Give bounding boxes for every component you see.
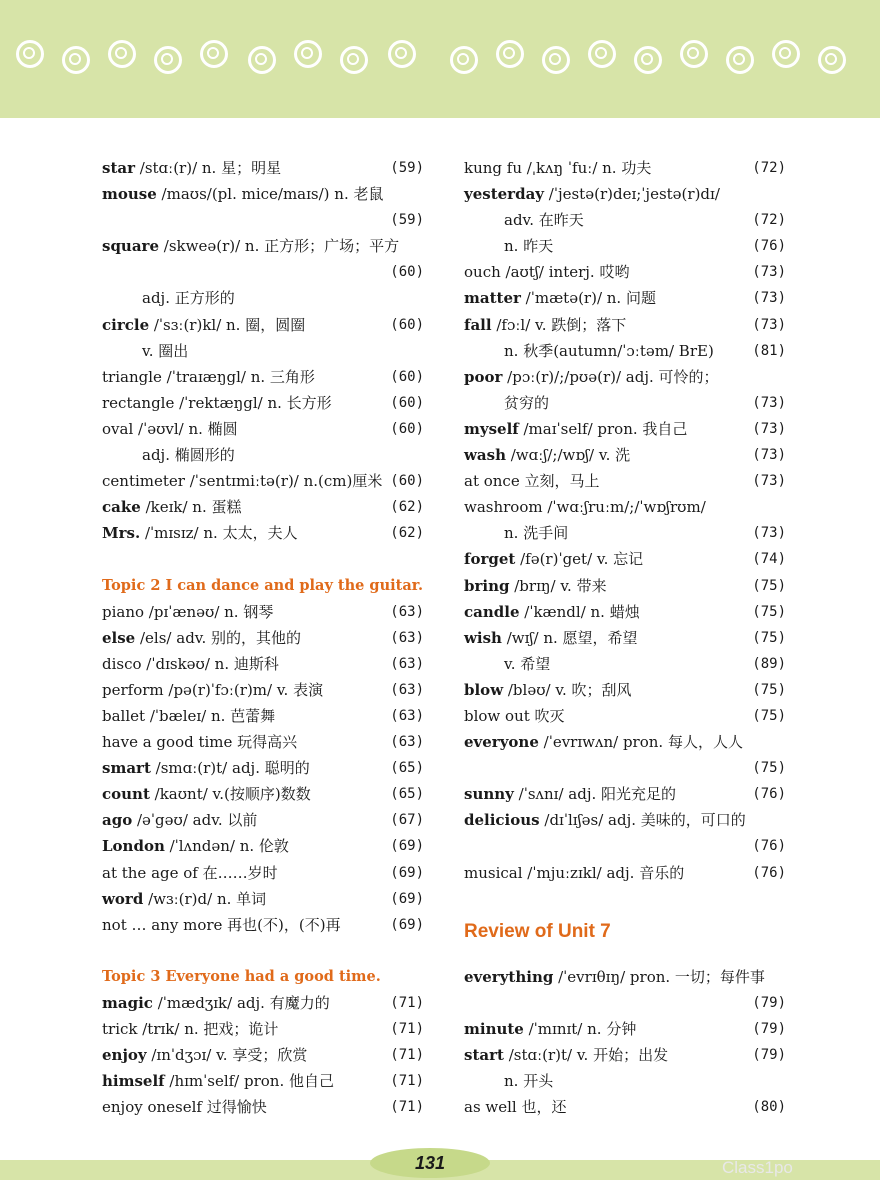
glossary-entry xyxy=(102,1068,424,1094)
headword: word xyxy=(102,889,144,908)
glossary-entry xyxy=(464,1094,786,1120)
definition-text: /əˈgəʊ/ adv. 以前 xyxy=(132,811,258,830)
topic-heading: Topic 2 I can dance and play the guitar. xyxy=(102,576,424,594)
glossary-entry xyxy=(102,494,424,520)
page-reference: (63) xyxy=(390,655,424,672)
glossary-entry xyxy=(464,259,786,285)
glossary-right-column xyxy=(464,155,786,1120)
definition-text: /ˈmɪnɪt/ n. 分钟 xyxy=(523,1019,637,1038)
glossary-entry xyxy=(102,807,424,833)
page-reference: (73) xyxy=(752,316,786,333)
glossary-entry xyxy=(102,390,424,416)
ring-ornament-icon xyxy=(680,40,708,68)
definition-text: as well 也，还 xyxy=(464,1098,567,1117)
glossary-entry xyxy=(464,233,786,259)
definition-text: not … any more 再也(不)，(不)再 xyxy=(102,915,341,934)
definition-text: /brɪŋ/ v. 带来 xyxy=(509,576,607,595)
ring-ornament-icon xyxy=(340,46,368,74)
headword: yesterday xyxy=(464,185,545,204)
glossary-entry xyxy=(464,312,786,338)
headword: delicious xyxy=(464,811,540,830)
definition-text: at once 立刻，马上 xyxy=(464,472,600,491)
glossary-entry xyxy=(102,312,424,338)
definition-text: v. 希望 xyxy=(504,654,551,673)
glossary-entry xyxy=(464,494,786,520)
glossary-entry xyxy=(102,990,424,1016)
page-reference: (71) xyxy=(390,1073,424,1090)
headword: count xyxy=(102,785,150,804)
definition-text: /stɑː(r)t/ v. 开始；出发 xyxy=(503,1046,669,1064)
page-reference: (81) xyxy=(752,342,786,359)
page-reference: (59) xyxy=(390,212,424,229)
headword: everyone xyxy=(464,733,539,752)
ring-ornament-icon xyxy=(108,40,136,68)
ring-ornament-icon xyxy=(248,46,276,74)
headword: ago xyxy=(102,811,133,830)
headword: mouse xyxy=(102,185,157,204)
page-reference: (71) xyxy=(390,1047,424,1064)
glossary-entry xyxy=(464,625,786,651)
headword: start xyxy=(464,1046,504,1064)
definition-text: /ˈmætə(r)/ n. 问题 xyxy=(520,289,656,308)
page-reference: (65) xyxy=(390,786,424,803)
page-reference: (79) xyxy=(752,994,786,1011)
glossary-entry xyxy=(102,416,424,442)
definition-text: adj. 椭圆形的 xyxy=(142,446,235,465)
glossary-entry xyxy=(102,259,424,285)
watermark: Class1po xyxy=(722,1158,793,1177)
page-reference: (69) xyxy=(390,864,424,881)
glossary-entry xyxy=(102,233,424,259)
definition-text: rectangle /ˈrektæŋgl/ n. 长方形 xyxy=(102,393,332,412)
definition-text: /ˈevrɪθɪŋ/ pron. 一切；每件事 xyxy=(553,967,765,986)
decorative-header-band xyxy=(0,0,880,118)
glossary-entry xyxy=(464,651,786,677)
headword: forget xyxy=(464,550,516,569)
page-reference: (75) xyxy=(752,760,786,777)
ring-ornament-icon xyxy=(588,40,616,68)
definition-text: /maʊs/(pl. mice/maɪs/) n. 老鼠 xyxy=(156,185,384,204)
headword: blow xyxy=(464,680,504,699)
definition-text: /ˈevrɪwʌn/ pron. 每人，人人 xyxy=(538,733,743,752)
glossary-entry xyxy=(102,886,424,912)
glossary-entry xyxy=(464,520,786,546)
page-reference: (63) xyxy=(390,734,424,751)
definition-text: trick /trɪk/ n. 把戏；诡计 xyxy=(102,1020,279,1039)
definition-text: washroom /ˈwɑːʃruːm/;/ˈwɒʃrʊm/ xyxy=(464,498,706,517)
ring-ornament-icon xyxy=(62,46,90,74)
definition-text: ouch /aʊtʃ/ interj. 哎哟 xyxy=(464,263,630,282)
glossary-entry xyxy=(464,468,786,494)
definition-text: perform /pə(r)ˈfɔː(r)m/ v. 表演 xyxy=(102,680,324,699)
page-reference: (73) xyxy=(752,420,786,437)
glossary-entry xyxy=(102,285,424,311)
glossary-entry xyxy=(464,155,786,181)
ring-ornament-icon xyxy=(634,46,662,74)
glossary-entry xyxy=(102,625,424,651)
definition-text: /ɪnˈdʒɔɪ/ v. 享受；欣赏 xyxy=(146,1046,308,1065)
glossary-entry xyxy=(102,651,424,677)
headword: else xyxy=(102,628,136,647)
definition-text: /ˈsɜː(r)kl/ n. 圈，圆圈 xyxy=(149,315,306,334)
definition-text: /keɪk/ n. 蛋糕 xyxy=(140,498,242,517)
definition-text: /wɪʃ/ n. 愿望，希望 xyxy=(501,628,638,647)
page-reference: (69) xyxy=(390,916,424,933)
page-reference: (62) xyxy=(390,525,424,542)
glossary-entry xyxy=(102,207,424,233)
page-reference: (63) xyxy=(390,707,424,724)
page-reference: (76) xyxy=(752,838,786,855)
definition-text: oval /ˈəʊvl/ n. 椭圆 xyxy=(102,419,238,438)
definition-text: at the age of 在……岁时 xyxy=(102,863,278,882)
page-reference: (75) xyxy=(752,681,786,698)
definition-text: musical /ˈmjuːzɪkl/ adj. 音乐的 xyxy=(464,863,685,882)
definition-text: /ˈlʌndən/ n. 伦敦 xyxy=(164,837,289,856)
page-reference: (76) xyxy=(752,786,786,803)
glossary-entry xyxy=(102,1042,424,1068)
page-reference: (71) xyxy=(390,1021,424,1038)
glossary-entry xyxy=(464,285,786,311)
glossary-entry xyxy=(102,1016,424,1042)
glossary-entry xyxy=(464,703,786,729)
glossary-entry xyxy=(102,703,424,729)
glossary-entry xyxy=(102,468,424,494)
glossary-entry xyxy=(102,677,424,703)
ring-ornament-icon xyxy=(388,40,416,68)
page-reference: (80) xyxy=(752,1099,786,1116)
glossary-entry xyxy=(102,338,424,364)
page-reference: (75) xyxy=(752,603,786,620)
page-reference: (71) xyxy=(390,995,424,1011)
glossary-entry xyxy=(102,1094,424,1120)
glossary-entry xyxy=(464,390,786,416)
glossary-entry xyxy=(102,860,424,886)
page-reference: (71) xyxy=(390,1099,424,1116)
definition-text: /els/ adv. 别的，其他的 xyxy=(135,628,302,647)
headword: square xyxy=(102,237,160,256)
ring-ornament-icon xyxy=(154,46,182,74)
glossary-entry xyxy=(464,833,786,859)
page-reference: (79) xyxy=(752,1020,786,1037)
glossary-entry xyxy=(102,442,424,468)
page-reference: (63) xyxy=(390,681,424,698)
definition-text: disco /ˈdɪskəʊ/ n. 迪斯科 xyxy=(102,654,279,673)
definition-text: /maɪˈself/ pron. 我自己 xyxy=(518,419,688,438)
headword: minute xyxy=(464,1019,524,1038)
page-reference: (62) xyxy=(390,499,424,516)
glossary-entry xyxy=(464,860,786,886)
glossary-left-column xyxy=(102,155,424,1120)
definition-text: /pɔː(r)/;/pʊə(r)/ adj. 可怜的； xyxy=(502,367,719,386)
page-reference: (69) xyxy=(390,890,424,907)
glossary-entry xyxy=(464,1068,786,1094)
headword: enjoy xyxy=(102,1046,147,1065)
definition-text: /bləʊ/ v. 吹；刮风 xyxy=(503,680,632,699)
page-reference: (75) xyxy=(752,707,786,724)
review-heading: Review of Unit 7 xyxy=(464,920,611,942)
page-reference: (63) xyxy=(390,603,424,620)
headword: poor xyxy=(464,367,503,386)
definition-text: piano /pɪˈænəʊ/ n. 钢琴 xyxy=(102,602,274,621)
glossary-entry xyxy=(102,729,424,755)
headword: star xyxy=(102,159,135,177)
glossary-entry xyxy=(102,912,424,938)
headword: wash xyxy=(464,446,506,465)
headword: myself xyxy=(464,419,519,438)
definition-text: /fɔːl/ v. 跌倒；落下 xyxy=(491,315,627,334)
page-reference: (72) xyxy=(752,160,786,176)
glossary-entry xyxy=(102,833,424,859)
headword: circle xyxy=(102,315,150,334)
ring-ornament-icon xyxy=(200,40,228,68)
section-gap xyxy=(464,886,786,912)
glossary-entry xyxy=(464,729,786,755)
page-reference: (59) xyxy=(390,160,424,176)
glossary-entry xyxy=(464,599,786,625)
glossary-entry xyxy=(102,781,424,807)
ring-ornament-icon xyxy=(496,40,524,68)
page-reference: (76) xyxy=(752,238,786,255)
definition-text: triangle /ˈtraɪæŋgl/ n. 三角形 xyxy=(102,367,315,386)
glossary-entry xyxy=(464,181,786,207)
ring-ornament-icon xyxy=(772,40,800,68)
definition-text: /fə(r)ˈget/ v. 忘记 xyxy=(515,550,644,569)
glossary-entry xyxy=(464,546,786,572)
headword: fall xyxy=(464,315,492,334)
definition-text: n. 开头 xyxy=(504,1072,554,1091)
page-reference: (73) xyxy=(752,290,786,307)
page-reference: (79) xyxy=(752,1047,786,1063)
glossary-entry xyxy=(464,990,786,1016)
headword: everything xyxy=(464,967,554,986)
glossary-entry xyxy=(102,755,424,781)
headword: cake xyxy=(102,498,141,517)
definition-text: enjoy oneself 过得愉快 xyxy=(102,1098,267,1117)
definition-text: /kaʊnt/ v.(按顺序)数数 xyxy=(149,785,311,804)
page-reference: (89) xyxy=(752,655,786,672)
definition-text: blow out 吹灭 xyxy=(464,706,565,725)
ring-ornament-icon xyxy=(16,40,44,68)
definition-text: /smɑː(r)t/ adj. 聪明的 xyxy=(150,759,310,778)
page-reference: (60) xyxy=(390,420,424,437)
ring-ornament-icon xyxy=(294,40,322,68)
glossary-entry xyxy=(464,364,786,390)
definition-text: n. 昨天 xyxy=(504,237,554,256)
page-reference: (60) xyxy=(390,394,424,411)
definition-text: /skweə(r)/ n. 正方形；广场；平方 xyxy=(159,237,400,256)
headword: smart xyxy=(102,759,151,778)
page-reference: (69) xyxy=(390,838,424,855)
headword: Mrs. xyxy=(102,524,141,543)
glossary-entry xyxy=(464,755,786,781)
section-gap xyxy=(102,546,424,572)
page-reference: (76) xyxy=(752,864,786,881)
page-reference: (75) xyxy=(752,629,786,646)
glossary-entry xyxy=(102,520,424,546)
glossary-entry xyxy=(464,964,786,990)
page-reference: (60) xyxy=(390,316,424,333)
definition-text: have a good time 玩得高兴 xyxy=(102,733,298,752)
section-gap xyxy=(102,938,424,964)
page-reference: (74) xyxy=(752,551,786,568)
glossary-entry xyxy=(464,677,786,703)
glossary-entry xyxy=(464,781,786,807)
ring-ornament-icon xyxy=(818,46,846,74)
page-reference: (73) xyxy=(752,394,786,411)
definition-text: /hɪmˈself/ pron. 他自己 xyxy=(164,1072,334,1091)
glossary-entry xyxy=(102,181,424,207)
page-reference: (60) xyxy=(390,473,424,490)
page-reference: (60) xyxy=(390,368,424,385)
definition-text: /ˈmædʒɪk/ adj. 有魔力的 xyxy=(152,994,330,1012)
glossary-entry xyxy=(102,599,424,625)
page-number: 131 xyxy=(414,1153,446,1173)
definition-text: ballet /ˈbæleɪ/ n. 芭蕾舞 xyxy=(102,706,276,725)
headword: matter xyxy=(464,289,521,308)
headword: magic xyxy=(102,994,153,1012)
definition-text: /ˈkændl/ n. 蜡烛 xyxy=(519,602,640,621)
glossary-entry xyxy=(464,573,786,599)
definition-text: /dɪˈlɪʃəs/ adj. 美味的，可口的 xyxy=(539,811,746,830)
definition-text: /wɜː(r)d/ n. 单词 xyxy=(143,889,267,908)
definition-text: /ˈmɪsɪz/ n. 太太，夫人 xyxy=(140,524,298,543)
headword: candle xyxy=(464,602,520,621)
glossary-entry xyxy=(464,442,786,468)
page-reference: (75) xyxy=(752,577,786,594)
definition-text: /stɑː(r)/ n. 星；明星 xyxy=(135,159,282,177)
page-reference: (73) xyxy=(752,447,786,464)
definition-text: /ˈsʌnɪ/ adj. 阳光充足的 xyxy=(513,785,677,804)
definition-text: 贫穷的 xyxy=(504,393,550,412)
glossary-entry xyxy=(102,155,424,181)
definition-text: adj. 正方形的 xyxy=(142,289,235,308)
topic-heading: Topic 3 Everyone had a good time. xyxy=(102,967,381,985)
page-reference: (73) xyxy=(752,525,786,542)
headword: sunny xyxy=(464,785,514,804)
glossary-entry xyxy=(464,338,786,364)
definition-text: /ˈjestə(r)deɪ;ˈjestə(r)dɪ/ xyxy=(544,185,720,204)
headword: bring xyxy=(464,576,510,595)
page-reference: (63) xyxy=(390,629,424,646)
headword: wish xyxy=(464,628,502,647)
definition-text: n. 洗手间 xyxy=(504,524,569,543)
ring-ornament-icon xyxy=(450,46,478,74)
glossary-entry xyxy=(464,416,786,442)
page-reference: (72) xyxy=(752,212,786,229)
definition-text: /wɑːʃ/;/wɒʃ/ v. 洗 xyxy=(505,446,631,465)
definition-text: adv. 在昨天 xyxy=(504,211,584,230)
headword: himself xyxy=(102,1072,165,1091)
definition-text: centimeter /ˈsentɪmiːtə(r)/ n.(cm)厘米 xyxy=(102,472,383,491)
ring-ornament-icon xyxy=(542,46,570,74)
ring-ornament-icon xyxy=(726,46,754,74)
headword: London xyxy=(102,837,165,856)
page-reference: (67) xyxy=(390,812,424,829)
glossary-entry xyxy=(464,1016,786,1042)
definition-text: n. 秋季(autumn/ˈɔːtəm/ BrE) xyxy=(504,341,714,360)
page-reference: (73) xyxy=(752,264,786,281)
glossary-entry xyxy=(464,207,786,233)
glossary-entry xyxy=(464,1042,786,1068)
page-reference: (73) xyxy=(752,473,786,490)
page-reference: (60) xyxy=(390,264,424,281)
definition-text: v. 圈出 xyxy=(142,341,189,360)
page-reference: (65) xyxy=(390,760,424,777)
glossary-entry xyxy=(464,807,786,833)
definition-text: kung fu /ˌkʌŋ ˈfuː/ n. 功夫 xyxy=(464,159,652,177)
glossary-entry xyxy=(102,364,424,390)
